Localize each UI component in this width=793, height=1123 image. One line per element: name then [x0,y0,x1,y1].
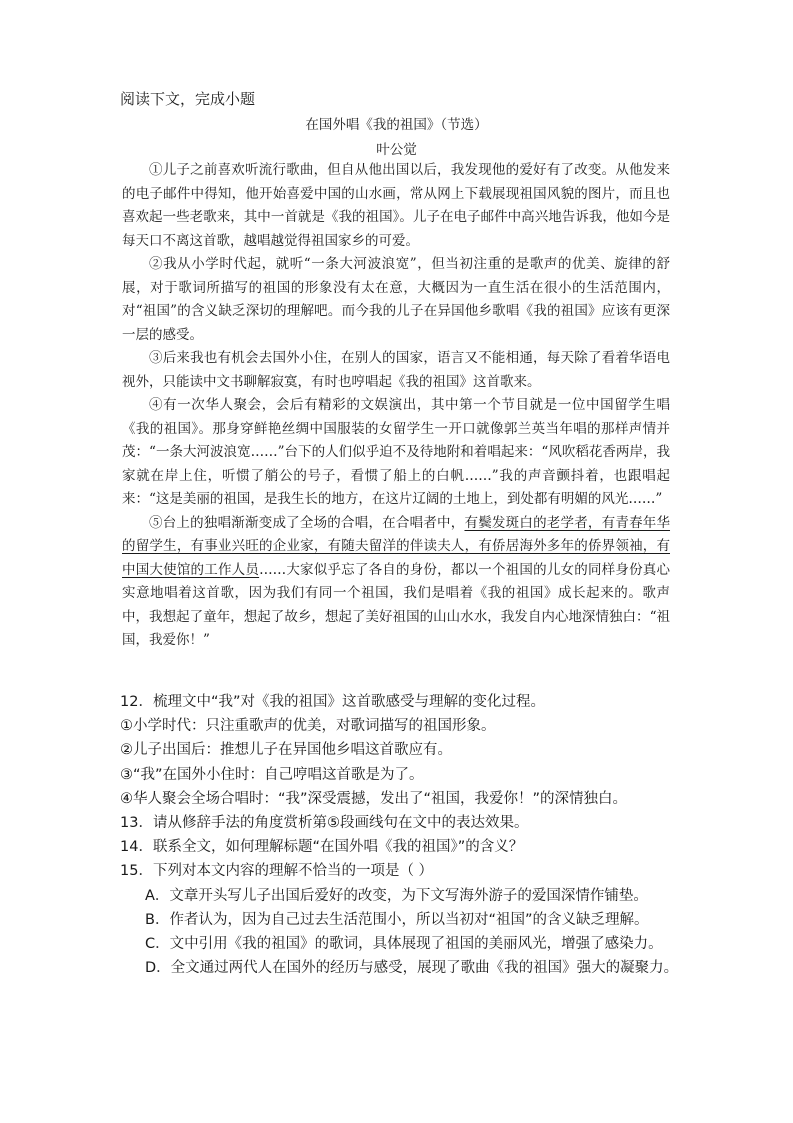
paragraph-text: ②我从小学时代起，就听“一条大河波浪宽”，但当初注重的是歌声的优美、旋律的舒展，对于歌词所描写的祖国的形象没有太在意，大概因为一直生活在很小的生活范围内，对“祖国”的含义缺乏深切的理解吧。而今我的儿子在异国他乡歌唱《我的祖国》应该有更深一层的感受。 [122,256,670,343]
reading-instruction: 阅读下文，完成小题 [120,90,256,108]
question-12: 12．梳理文中“我”对《我的祖国》这首歌感受与理解的变化过程。 [120,694,545,710]
question-12-item-3: ③“我”在国外小住时：自己哼唱这首歌是为了。 [120,766,424,783]
paragraph-4 [122,394,670,512]
paragraph-text: ……大家似乎忘了各自的身份，都以一个祖国的儿女的同样身份真心实意地唱着这首歌，因为我们有同一个祖国，我们是唱着《我的祖国》成长起来的。歌声中，我想起了童年，想起了故乡，想起了美好祖国的山山水水，我发自内心地深情独白：“祖国，我爱你！” [122,561,671,648]
article-author: 叶公觉 [376,142,417,158]
article-title: 在国外唱《我的祖国》（节选） [305,117,488,133]
paragraph-text: ④有一次华人聚会，会后有精彩的文娱演出，其中第一个节目就是一位中国留学生唱《我的祖国》。那身穿鲜艳丝绸中国服装的女留学生一开口就像郭兰英当年唱的那样声情并茂：“一条大河波浪宽……”台下的人们似乎迫不及待地附和着唱起来：“风吹稻花香两岸，我家就在岸上住，听惯了艄公的号子，看惯了船上的白帆……”我的声音颤抖着，也跟唱起来：“这是美丽的祖国，是我生长的地方，在这片辽阔的土地上，到处都有明媚的风光……” [122,397,670,507]
option-c: C．文中引用《我的祖国》的歌词，具体展现了祖国的美丽风光，增强了感染力。 [145,936,663,953]
paragraph-text: ③后来我也有机会去国外小住，在别人的国家，语言又不能相通，每天除了看着华语电视外，只能读中文书聊解寂寞，有时也哼唱起《我的祖国》这首歌来。 [122,350,670,390]
question-13: 13．请从修辞手法的角度赏析第⑤段画线句在文中的表达效果。 [120,815,529,832]
question-12-item-4: ④华人聚会全场合唱时：“我”深受震撼，发出了“祖国，我爱你！”的深情独白。 [120,790,628,807]
article-body [122,159,670,653]
paragraph-text: ⑤台上的独唱渐渐变成了全场的合唱，在合唱者中， [149,514,465,531]
paragraph-2 [122,253,670,347]
question-12-item-2: ②儿子出国后：推想儿子在异国他乡唱这首歌应有。 [120,742,452,759]
paragraph-text: ①儿子之前喜欢听流行歌曲，但自从他出国以后，我发现他的爱好有了改变。从他发来的电子邮件中得知，他开始喜爱中国的山水画，常从网上下载展现祖国风貌的图片，而且也喜欢起一些老歌来，其中一首就是《我的祖国》。儿子在电子邮件中高兴地告诉我，他如今是每天口不离这首歌，越唱越觉得祖国家乡的可爱。 [122,162,670,249]
option-d: D．全文通过两代人在国外的经历与感受，展现了歌曲《我的祖国》强大的凝聚力。 [145,960,679,977]
question-14: 14．联系全文，如何理解标题“在国外唱《我的祖国》”的含义？ [120,839,524,856]
option-b: B．作者认为，因为自己过去生活范围小，所以当初对“祖国”的含义缺乏理解。 [145,911,649,928]
underlined-sentence: 有鬓发斑白的老学者，有青春年华的留学生，有事业兴旺的企业家，有随夫留洋的伴读夫人，有侨居海外多年的侨界领袖，有中国大使馆的工作人员 [122,514,671,578]
paragraph-1 [122,159,670,253]
paragraph-5 [122,512,670,653]
paragraph-3 [122,347,670,394]
question-section [120,690,680,980]
option-a: A．文章开头写儿子出国后爱好的改变，为下文写海外游子的爱国深情作铺垫。 [145,887,648,904]
question-12-item-1: ①小学时代：只注重歌声的优美，对歌词描写的祖国形象。 [120,718,496,735]
question-15: 15．下列对本文内容的理解不恰当的一项是（ ） [120,863,434,880]
